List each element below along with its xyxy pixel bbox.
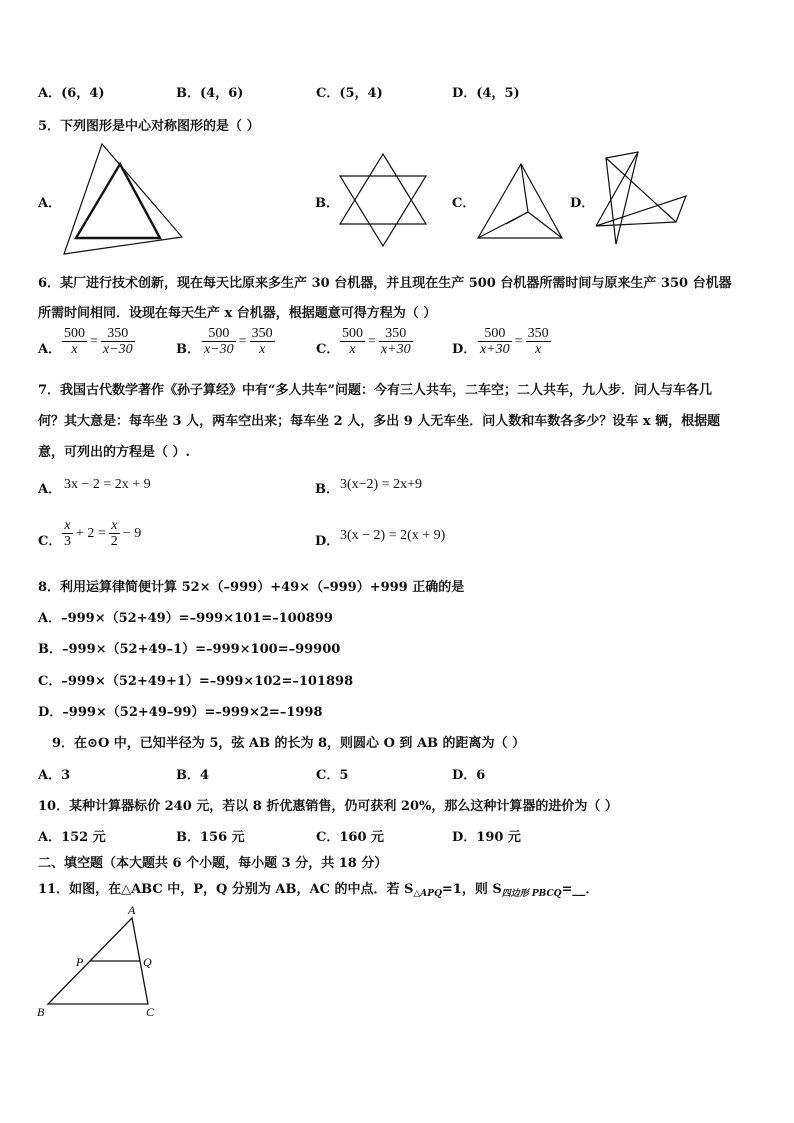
equals-sign: = bbox=[238, 333, 247, 349]
vertex-label-q: Q bbox=[143, 955, 152, 969]
q7-option-c-equation bbox=[62, 518, 144, 549]
q4-option-c bbox=[316, 82, 383, 101]
option-label: D． bbox=[452, 86, 477, 101]
q5-label-b: B． bbox=[315, 196, 339, 211]
q8-stem: 8．利用运算律简便计算 52×（–999）+49×（–999）+999 正确的是 bbox=[38, 580, 465, 595]
q5-figure-a bbox=[62, 142, 188, 260]
q10-stem: 10．某种计算器标价 240 元，若以 8 折优惠销售，仍可获利 20%，那么这种计算器的进价为（ ） bbox=[38, 799, 618, 814]
q6-option-c bbox=[340, 326, 413, 357]
option-label: A． bbox=[38, 86, 62, 101]
q5-stem: 5．下列图形是中心对称图形的是（ ） bbox=[38, 119, 260, 134]
fraction: $\frac{500}{x+30}$ bbox=[480, 326, 510, 357]
q8-option-b: B．–999×（52+49–1）=–999×100=–99900 bbox=[38, 642, 341, 657]
q4-option-b bbox=[176, 82, 243, 101]
option-text: (5，4) bbox=[339, 86, 383, 101]
q5-label-d: D． bbox=[570, 196, 595, 211]
q9-option-b: B．4 bbox=[176, 768, 210, 783]
equation-tail: − 9 bbox=[122, 525, 142, 541]
q7-stem-line1: 7．我国古代数学著作《孙子算经》中有“多人共车”问题：今有三人共车，二车空；二人共车，九人步．问人与车各几 bbox=[38, 383, 713, 398]
q9-option-c: C．5 bbox=[316, 768, 349, 783]
q5-figure-c bbox=[476, 162, 566, 242]
fraction: $\frac{350}{x+30}$ bbox=[380, 326, 411, 357]
q10-option-d: D．190 元 bbox=[452, 830, 521, 845]
q4-option-a bbox=[38, 82, 105, 101]
q10-option-c: C．160 元 bbox=[316, 830, 385, 845]
q6-option-d bbox=[478, 326, 551, 357]
fraction: $\frac{500}{x}$ bbox=[342, 326, 363, 357]
q7-label-c: C． bbox=[38, 534, 62, 549]
q6-label-a: A． bbox=[38, 342, 62, 357]
option-text: (4，5) bbox=[476, 86, 520, 101]
q7-label-a: A． bbox=[38, 482, 62, 497]
q7-option-d-equation: 3(x − 2) = 2(x + 9) bbox=[340, 528, 446, 543]
q11-triangle-figure bbox=[36, 900, 166, 1022]
q6-option-b bbox=[202, 326, 275, 357]
equals-sign: = bbox=[90, 333, 98, 349]
option-label: B． bbox=[176, 86, 200, 101]
q9-stem: 9．在⊙O 中，已知半径为 5，弦 AB 的长为 8，则圆心 O 到 AB 的距离为（ ） bbox=[52, 736, 526, 751]
q7-option-a-equation: 3x − 2 = 2x + 9 bbox=[64, 477, 151, 492]
q5-label-a: A． bbox=[38, 196, 62, 211]
q11-stem bbox=[38, 878, 598, 899]
fraction: $\frac{350}{x-30}$ bbox=[102, 326, 133, 357]
q7-option-b-equation: 3(x−2) = 2x+9 bbox=[340, 477, 423, 492]
q9-option-a: A．3 bbox=[38, 768, 71, 783]
q8-option-a: A．–999×（52+49）=–999×101=–100899 bbox=[38, 611, 333, 626]
q5-figure-d bbox=[594, 150, 690, 246]
q10-option-a: A．152 元 bbox=[38, 830, 106, 845]
option-label: C． bbox=[316, 86, 340, 101]
q5-figure-b bbox=[336, 152, 430, 248]
q11-stem-prefix: 11．如图，在△ABC 中，P，Q 分别为 AB，AC 的中点．若 S bbox=[38, 882, 414, 897]
option-text: (6，4) bbox=[61, 86, 105, 101]
vertex-label-a: A bbox=[128, 903, 136, 917]
q6-stem-line1: 6．某厂进行技术创新，现在每天比原来多生产 30 台机器，并且现在生产 500 台机器所需时间与原来生产 350 台机器 bbox=[38, 276, 732, 291]
q9-option-d: D．6 bbox=[452, 768, 486, 783]
q4-option-d bbox=[452, 82, 520, 101]
vertex-label-c: C bbox=[146, 1005, 155, 1019]
q6-option-a bbox=[62, 326, 135, 357]
q11-stem-suffix: =__． bbox=[561, 882, 599, 897]
fraction: $\frac{350}{x}$ bbox=[527, 326, 549, 357]
q7-stem-line3: 意，可列出的方程是（ ）. bbox=[38, 445, 191, 460]
q10-option-b: B．156 元 bbox=[176, 830, 245, 845]
fraction: $\frac{500}{x}$ bbox=[64, 326, 85, 357]
fraction: $\frac{500}{x-30}$ bbox=[204, 326, 234, 357]
vertex-label-p: P bbox=[76, 955, 84, 969]
option-text: (4，6) bbox=[200, 86, 244, 101]
equation-middle: + 2 = bbox=[76, 525, 106, 541]
fraction: $\frac{x}{3}$ bbox=[64, 518, 71, 549]
fraction: $\frac{350}{x}$ bbox=[251, 326, 273, 357]
q6-label-c: C． bbox=[316, 342, 340, 357]
q5-label-c: C． bbox=[452, 196, 476, 211]
q6-label-b: B． bbox=[176, 342, 200, 357]
q6-stem-line2: 所需时间相同．设现在每天生产 x 台机器，根据题意可得方程为（ ） bbox=[38, 306, 437, 321]
q11-stem-mid: =1，则 S bbox=[441, 882, 502, 897]
equals-sign: = bbox=[368, 333, 376, 349]
equals-sign: = bbox=[514, 333, 523, 349]
fraction: $\frac{x}{2}$ bbox=[110, 518, 118, 549]
vertex-label-b: B bbox=[37, 1005, 45, 1019]
section-title: 二、填空题（本大题共 6 个小题，每小题 3 分，共 18 分） bbox=[38, 856, 388, 871]
q11-subscript-apq: △APQ bbox=[413, 889, 442, 899]
q11-subscript-pbcq: 四边形 PBCQ bbox=[501, 889, 562, 899]
q7-stem-line2: 何？其大意是：每车坐 3 人，两车空出来；每车坐 2 人，多出 9 人无车坐．问人数和车数各多少？设车 x 辆，根据题 bbox=[38, 414, 721, 429]
q7-label-d: D． bbox=[315, 534, 340, 549]
q7-label-b: B． bbox=[315, 482, 339, 497]
q8-option-d: D．–999×（52+49–99）=–999×2=–1998 bbox=[38, 705, 323, 720]
q6-label-d: D． bbox=[452, 342, 477, 357]
q8-option-c: C．–999×（52+49+1）=–999×102=–101898 bbox=[38, 674, 354, 689]
